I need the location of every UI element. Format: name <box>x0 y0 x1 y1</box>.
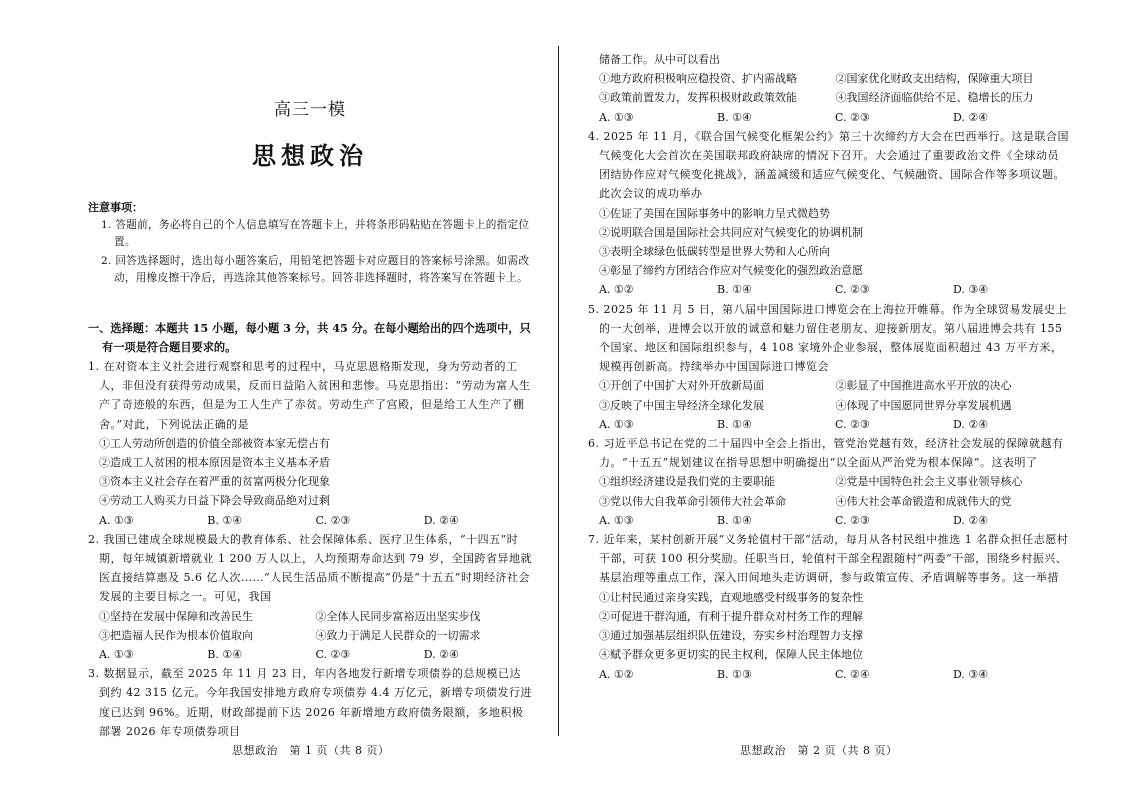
statement-option: ②党是中国特色社会主义事业领导核心 <box>835 475 1023 489</box>
statement-option-row <box>588 492 1072 511</box>
answer-d: D. ③④ <box>953 667 989 681</box>
notice-item: 1. 答题前，务必将自己的个人信息填写在答题卡上，并将条形码粘贴在答题卡上的指定位置。 <box>101 219 530 248</box>
statement-option: ①坚持在发展中保障和改善民生 <box>99 609 253 623</box>
statement-option: ④劳动工人购买力日益下降会导致商品绝对过剩 <box>99 494 330 508</box>
question-7 <box>588 530 1072 684</box>
statement-option: ③表明全球绿色低碳转型是世界大势和人心所向 <box>599 245 830 259</box>
page-footer: 思想政治 第 1 页（共 8 页） <box>232 744 390 757</box>
question-stem-continued: 储备工作。从中可以看出 <box>599 53 720 66</box>
statement-option: ①地方政府积极响应稳投资、扩内需战略 <box>599 72 797 86</box>
answer-choices <box>588 665 1072 684</box>
question-3 <box>88 664 532 741</box>
question-stem: 7. 近年来，某村创新开展“义务轮值村干部”活动，每月从各村民组中推选 1 名群众担任志愿村干部，可获 100 积分奖励。任职当日，轮值村干部全程跟随村“两委”干部，围绕乡村振兴、基层治理等重点工作，深入田间地头走访调研，参与政策宣传、矛盾调解等事务。这一举措 <box>588 533 1069 585</box>
answer-d: D. ②④ <box>423 513 459 527</box>
statement-option: ②国家优化财政支出结构，保障重大项目 <box>835 72 1034 86</box>
question-1 <box>88 357 532 530</box>
question-stem: 2. 我国已建成全球规模最大的教育体系、社会保障体系、医疗卫生体系，“十四五”时期，每年城镇新增就业 1 200 万人以上，人均预期寿命达到 79 岁，全国跨省异地就医直接结算惠及 5.6 亿人次……“人民生活品质不断提高”仍是“十五五”时期经济社会发展的主要目标之一。可见，我国 <box>88 532 532 604</box>
statement-option: ④伟大社会革命锻造和成就伟大的党 <box>835 494 1012 508</box>
answer-choices <box>88 645 532 664</box>
notice-item: 2. 回答选择题时，选出每小题答案后，用铅笔把答题卡对应题目的答案标号涂黑。如需改动，用橡皮擦干净后，再选涂其他答案标号。回答非选择题时，将答案写在答题卡上。 <box>101 255 530 284</box>
answer-c: C. ②④ <box>835 667 870 681</box>
answer-choices <box>588 415 1072 434</box>
question-6 <box>588 434 1072 530</box>
answer-a: A. ①③ <box>599 417 634 431</box>
answer-a: A. ①② <box>599 667 634 681</box>
statement-option: ②造成工人贫困的根本原因是资本主义基本矛盾 <box>99 456 330 470</box>
statement-option: ④赋予群众更多更切实的民主权利，保障人民主体地位 <box>599 648 863 662</box>
statement-option: ①工人劳动所创造的价值全部被资本家无偿占有 <box>99 436 330 450</box>
answer-b: B. ①④ <box>717 110 752 124</box>
statement-option: ③通过加强基层组织队伍建设，夯实乡村治理智力支撑 <box>599 629 863 643</box>
statement-option: ④体现了中国愿同世界分享发展机遇 <box>835 398 1012 412</box>
statement-option: ③党以伟大自我革命引领伟大社会革命 <box>599 494 786 508</box>
answer-choices <box>588 280 1072 299</box>
answer-b: B. ①④ <box>207 513 243 527</box>
statement-option: ①组织经济建设是我们党的主要职能 <box>599 475 775 489</box>
answer-c: C. ②③ <box>835 417 870 431</box>
statement-option-row <box>588 88 1072 107</box>
statement-option: ③把造福人民作为根本价值取向 <box>99 628 253 642</box>
question-stem: 6. 习近平总书记在党的二十届四中全会上指出，管党治党越有效，经济社会发展的保障就越有力。“十五五”规划建议在指导思想中明确提出“以全面从严治党为根本保障”。这表明了 <box>588 437 1064 470</box>
question-2 <box>88 530 532 664</box>
answer-c: C. ②③ <box>315 513 351 527</box>
answer-b: B. ①④ <box>717 513 752 527</box>
statement-option-row <box>588 472 1072 491</box>
exam-title: 高三一模 <box>274 100 346 120</box>
answer-a: A. ①③ <box>599 110 634 124</box>
statement-option: ①佐证了美国在国际事务中的影响力呈式微趋势 <box>599 206 830 220</box>
statement-option: ②彰显了中国推进高水平开放的决心 <box>835 379 1012 393</box>
statement-option-row <box>588 396 1072 415</box>
question-stem: 1. 在对资本主义社会进行观察和思考的过程中，马克思恩格斯发现，身为劳动者的工人，非但没有获得劳动成果，反而日益陷入贫困和悲惨。马克思指出：“劳动为富人生产了奇迹般的东西，但是为工人生产了赤贫。劳动生产了宫殿，但是给工人生产了棚舍。”对此，下列说法正确的是 <box>88 360 531 431</box>
page-2 <box>560 0 1122 794</box>
answer-a: A. ①② <box>599 283 634 297</box>
statement-option: ③政策前置发力，发挥积极财政政策效能 <box>599 91 797 105</box>
statement-option: ④我国经济面临供给不足、稳增长的压力 <box>835 91 1034 105</box>
statement-option: ②说明联合国是国际社会共同应对气候变化的协调机制 <box>599 225 863 239</box>
answer-b: B. ①④ <box>207 648 243 662</box>
answer-c: C. ②③ <box>835 513 870 527</box>
answer-d: D. ②④ <box>953 513 989 527</box>
statement-option: ③反映了中国主导经济全球化发展 <box>599 398 764 412</box>
answer-a: A. ①③ <box>599 513 634 527</box>
answer-a: A. ①③ <box>99 648 134 662</box>
answer-d: D. ③④ <box>953 283 989 297</box>
statement-option: ①开创了中国扩大对外开放新局面 <box>599 379 764 393</box>
statement-option: ②可促进干群沟通，有利于提升群众对村务工作的理解 <box>599 609 863 623</box>
question-4 <box>588 127 1072 300</box>
answer-d: D. ②④ <box>953 110 989 124</box>
question-3-continued <box>588 50 1072 127</box>
question-stem: 3. 数据显示，截至 2025 年 11 月 23 日，年内各地发行新增专项债券的总规模已达到约 42 315 亿元。今年我国安排地方政府专项债券 4.4 万亿元，新增专项债发行进度已达到 96%。近期，财政部提前下达 2026 年新增地方政府债务限额，多地积极部署 2026 年专项债券项目 <box>88 667 532 738</box>
page-footer: 思想政治 第 2 页（共 8 页） <box>740 744 898 757</box>
question-5 <box>588 300 1072 434</box>
statement-option-row <box>88 607 532 626</box>
statement-option-row <box>88 626 532 645</box>
statement-option: ①让村民通过亲身实践，直观地感受村级事务的复杂性 <box>599 590 863 604</box>
page-1 <box>0 0 560 794</box>
statement-option: ④致力于满足人民群众的一切需求 <box>315 628 481 642</box>
answer-c: C. ②③ <box>835 283 870 297</box>
statement-option-row <box>588 69 1072 88</box>
answer-b: B. ①④ <box>717 283 752 297</box>
question-stem: 4. 2025 年 11 月，《联合国气候变化框架公约》第三十次缔约方大会在巴西举行。这是联合国气候变化大会首次在美国联邦政府缺席的情况下召开。大会通过了重要政治文件《全球动员 团结协作应对气候变化挑战》，涵盖减缓和适应气候变化、气候融资、国际合作等多项议题。此次会议的成功举办 <box>588 129 1069 201</box>
answer-c: C. ②③ <box>835 110 870 124</box>
statement-option: ③资本主义社会存在着严重的贫富两极分化现象 <box>99 475 330 489</box>
answer-a: A. ①③ <box>99 513 134 527</box>
question-stem: 5. 2025 年 11 月 5 日，第八届中国国际进口博览会在上海拉开帷幕。作为全球贸易发展史上的一大创举，进博会以开放的诚意和魅力留住老朋友、迎接新朋友。第八届进博会共有 155 个国家、地区和国际组织参与，4 108 家境外企业参展，整体展览面积超过 43 万平方米，规模再创新高。持续举办中国国际进口博览会 <box>588 302 1067 374</box>
answer-choices <box>88 511 532 530</box>
answer-b: B. ①③ <box>717 667 752 681</box>
section-title: 一、选择题：本题共 15 小题，每小题 3 分，共 45 分。在每小题给出的四个选项中，只有一项是符合题目要求的。 <box>88 321 531 354</box>
statement-option: ④彰显了缔约方团结合作应对气候变化的强烈政治意愿 <box>599 264 863 278</box>
subject-title: 思想政治 <box>252 141 368 170</box>
answer-d: D. ②④ <box>953 417 989 431</box>
answer-c: C. ②③ <box>315 648 351 662</box>
answer-choices <box>588 511 1072 530</box>
answer-choices <box>588 108 1072 127</box>
answer-b: B. ①④ <box>717 417 752 431</box>
notice-heading: 注意事项： <box>88 201 143 214</box>
statement-option: ②全体人民同步富裕迈出坚实步伐 <box>315 609 481 623</box>
answer-d: D. ②④ <box>423 648 459 662</box>
statement-option-row <box>588 376 1072 395</box>
